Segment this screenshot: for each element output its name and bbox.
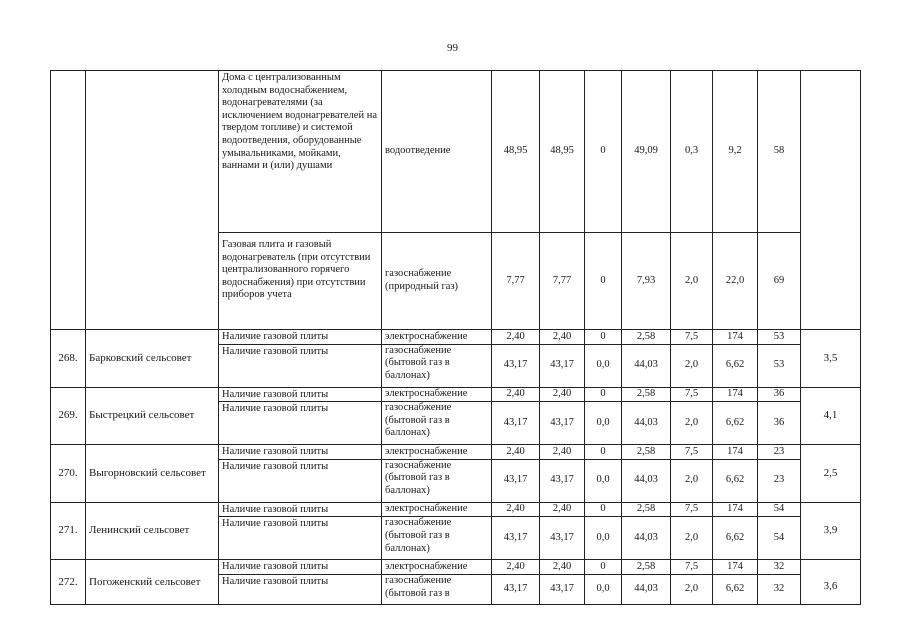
- row-service: газоснабжение (бытовой газ в баллонах): [382, 459, 492, 502]
- value-cell: 54: [758, 502, 801, 517]
- value-cell: 2,40: [540, 502, 585, 517]
- value-cell: 7,5: [671, 387, 713, 402]
- row-service: газоснабжение (бытовой газ в баллонах): [382, 402, 492, 445]
- row-description: Газовая плита и газовый водонагреватель (при отсутствии централизованного горячего водоснабжения) при отсутствии приборов учета: [219, 233, 382, 330]
- value-cell: 23: [758, 445, 801, 460]
- council-number: 268.: [51, 330, 86, 388]
- value-cell: 53: [758, 330, 801, 345]
- council-number: 270.: [51, 445, 86, 503]
- value-cell: 0,0: [585, 459, 622, 502]
- row-description: Наличие газовой плиты: [219, 502, 382, 517]
- value-cell: 0: [585, 560, 622, 575]
- value-cell: 6,62: [713, 459, 758, 502]
- table-row: [51, 330, 861, 345]
- value-cell: 0,0: [585, 574, 622, 604]
- value-cell: 7,5: [671, 330, 713, 345]
- row-description: Наличие газовой плиты: [219, 402, 382, 445]
- value-cell: 0,0: [585, 517, 622, 560]
- council-name: Погоженский сельсовет: [86, 560, 219, 605]
- council-last-value: 4,1: [801, 387, 861, 445]
- row-description: Наличие газовой плиты: [219, 330, 382, 345]
- value-cell: 23: [758, 459, 801, 502]
- table-row: [51, 445, 861, 460]
- value-cell: 53: [758, 344, 801, 387]
- value-cell: 2,0: [671, 233, 713, 330]
- value-cell: 2,58: [622, 560, 671, 575]
- table-row: [51, 71, 861, 233]
- value-cell: 43,17: [540, 574, 585, 604]
- row-description: Наличие газовой плиты: [219, 344, 382, 387]
- value-cell: 2,58: [622, 387, 671, 402]
- value-cell: 43,17: [492, 459, 540, 502]
- row-description: Наличие газовой плиты: [219, 445, 382, 460]
- value-cell: 43,17: [492, 574, 540, 604]
- council-name: Выгорновский сельсовет: [86, 445, 219, 503]
- value-cell: 7,5: [671, 560, 713, 575]
- council-last-value: 3,9: [801, 502, 861, 560]
- value-cell: 7,93: [622, 233, 671, 330]
- value-cell: 6,62: [713, 402, 758, 445]
- value-cell: 174: [713, 387, 758, 402]
- value-cell: 6,62: [713, 344, 758, 387]
- council-number: 271.: [51, 502, 86, 560]
- value-cell: 43,17: [540, 344, 585, 387]
- value-cell: 2,40: [540, 330, 585, 345]
- value-cell: 48,95: [492, 71, 540, 233]
- value-cell: 2,58: [622, 445, 671, 460]
- row-description: Наличие газовой плиты: [219, 459, 382, 502]
- row-service: газоснабжение (бытовой газ в баллонах): [382, 517, 492, 560]
- value-cell: 43,17: [492, 517, 540, 560]
- value-cell: 36: [758, 387, 801, 402]
- table-row: [51, 387, 861, 402]
- value-cell: 49,09: [622, 71, 671, 233]
- value-cell: 0,0: [585, 402, 622, 445]
- value-cell: 6,62: [713, 517, 758, 560]
- value-cell: 43,17: [540, 402, 585, 445]
- table-row: [51, 560, 861, 575]
- value-cell: 2,58: [622, 330, 671, 345]
- value-cell: 44,03: [622, 344, 671, 387]
- value-cell: 2,40: [540, 560, 585, 575]
- row-description: Наличие газовой плиты: [219, 517, 382, 560]
- value-cell: 32: [758, 574, 801, 604]
- council-last-value: 2,5: [801, 445, 861, 503]
- value-cell: 43,17: [540, 517, 585, 560]
- value-cell: 43,17: [492, 344, 540, 387]
- value-cell: 9,2: [713, 71, 758, 233]
- value-cell: 0: [585, 233, 622, 330]
- value-cell: 2,40: [492, 387, 540, 402]
- value-cell: 0: [585, 502, 622, 517]
- row-service: электроснабжение: [382, 560, 492, 575]
- value-cell: 44,03: [622, 402, 671, 445]
- row-service: газоснабжение (бытовой газ в: [382, 574, 492, 604]
- value-cell: 22,0: [713, 233, 758, 330]
- council-name: Ленинский сельсовет: [86, 502, 219, 560]
- row-service: электроснабжение: [382, 445, 492, 460]
- value-cell: 174: [713, 330, 758, 345]
- value-cell: 54: [758, 517, 801, 560]
- value-cell: 2,40: [540, 445, 585, 460]
- value-cell: 44,03: [622, 574, 671, 604]
- value-cell: 36: [758, 402, 801, 445]
- value-cell: 69: [758, 233, 801, 330]
- value-cell: 2,40: [492, 560, 540, 575]
- value-cell: 32: [758, 560, 801, 575]
- row-description: Наличие газовой плиты: [219, 574, 382, 604]
- value-cell: 6,62: [713, 574, 758, 604]
- row-service: электроснабжение: [382, 502, 492, 517]
- row-service: газоснабжение (природный газ): [382, 233, 492, 330]
- value-cell: 2,58: [622, 502, 671, 517]
- value-cell: 2,40: [492, 445, 540, 460]
- value-cell: 0: [585, 330, 622, 345]
- value-cell: 2,40: [540, 387, 585, 402]
- council-name: Барковский сельсовет: [86, 330, 219, 388]
- number-cell-empty: [51, 71, 86, 330]
- value-cell: 2,0: [671, 517, 713, 560]
- council-name: Быстрецкий сельсовет: [86, 387, 219, 445]
- value-cell: 0: [585, 387, 622, 402]
- value-cell: 174: [713, 445, 758, 460]
- row-service: электроснабжение: [382, 330, 492, 345]
- council-last-value: 3,6: [801, 560, 861, 605]
- council-number: 272.: [51, 560, 86, 605]
- table-row: [51, 502, 861, 517]
- council-number: 269.: [51, 387, 86, 445]
- value-cell: 43,17: [540, 459, 585, 502]
- row-service: электроснабжение: [382, 387, 492, 402]
- value-cell: 7,5: [671, 502, 713, 517]
- value-cell: 0,3: [671, 71, 713, 233]
- value-cell: 2,40: [492, 330, 540, 345]
- page-number: 99: [447, 42, 458, 54]
- value-cell: 7,5: [671, 445, 713, 460]
- value-cell: 2,0: [671, 574, 713, 604]
- value-cell: 7,77: [540, 233, 585, 330]
- value-cell: 44,03: [622, 517, 671, 560]
- council-last-value: 3,5: [801, 330, 861, 388]
- tariff-table: [50, 70, 861, 605]
- value-cell: 2,0: [671, 402, 713, 445]
- council-name-cell-empty: [86, 71, 219, 330]
- value-cell: 2,40: [492, 502, 540, 517]
- value-cell: 0: [585, 445, 622, 460]
- value-cell: 43,17: [492, 402, 540, 445]
- row-description: Наличие газовой плиты: [219, 560, 382, 575]
- row-service: газоснабжение (бытовой газ в баллонах): [382, 344, 492, 387]
- value-cell: 0,0: [585, 344, 622, 387]
- value-cell: 174: [713, 560, 758, 575]
- value-cell: 174: [713, 502, 758, 517]
- value-cell: 48,95: [540, 71, 585, 233]
- value-cell: 44,03: [622, 459, 671, 502]
- value-cell: 2,0: [671, 459, 713, 502]
- value-cell: 7,77: [492, 233, 540, 330]
- value-cell: 0: [585, 71, 622, 233]
- value-cell: 2,0: [671, 344, 713, 387]
- value-cell: 58: [758, 71, 801, 233]
- row-description: Дома с централизованным холодным водоснабжением, водонагревателями (за исключением водонагревателей на твердом топливе) и системой водоотведения, оборудованные умывальниками, мойками, ваннами и (или) душами: [219, 71, 382, 233]
- row-description: Наличие газовой плиты: [219, 387, 382, 402]
- row-service: водоотведение: [382, 71, 492, 233]
- last-value-cell-empty: [801, 71, 861, 330]
